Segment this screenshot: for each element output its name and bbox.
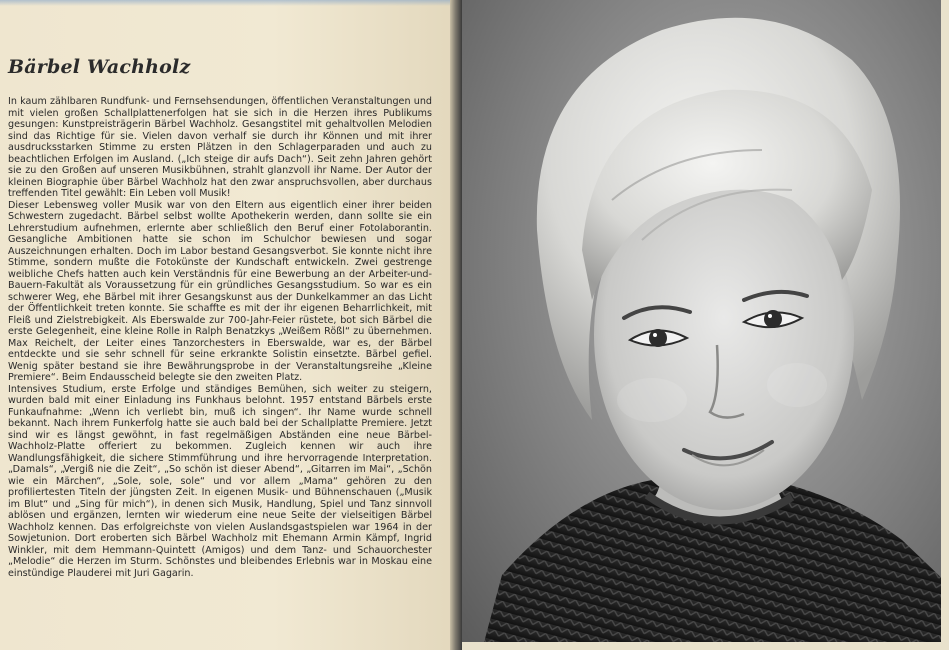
page-title: Bärbel Wachholz bbox=[8, 56, 191, 78]
right-eye bbox=[764, 310, 782, 328]
paragraph-career: Intensives Studium, erste Erfolge und ständiges Bemühen, sich weiter zu steigern, wurden bald mit einer Einladung ins Funkhaus belohnt. 1957 entstand Bärbels erste Funkaufnahme: „Wenn ich verliebt bin, muß ich singen“. Ihr Name wurde schnell bekannt. Nach ihrem Funkerfolg hatte sie auch bald bei der Schallplatte Premiere. Jetzt sind wir es längst gewöhnt, in fast regelmäßigen Abständen eine neue Bärbel-Wachholz-Platte offeriert zu bekommen. Zugleich kennen wir auch ihre Wandlungsfähigkeit, die sichere Stimmführung und ihre hervorragende Interpretation. „Damals“, „Vergiß nie die Zeit“, „So schön ist dieser Abend“, „Gitarren im Mai“, „Schön wie ein Märchen“, „Sole, sole, sole“ und vor allem „Mama“ gehören zu den profiliertesten Titeln der jüngsten Zeit. In eigenen Musik- und Bühnenschauen („Musik im Blut“ und „Sing für mich“), in denen sich Musik, Handlung, Spiel und Tanz sinnvoll ablösen und ergänzen, lernten wir wiederum eine neue Seite der vielseitigen Bärbel Wachholz kennen. Das erfolgreichste von vielen Auslandsgastspielen war 1964 in der Sowjetunion. Dort eroberten sich Bärbel Wachholz mit Ehemann Armin Kämpf, Ingrid Winkler, mit dem Hemmann-Quintett (Amigos) und dem Tanz- und Schauorchester „Melodie“ die Herzen im Sturm. Schönstes und bleibendes Erlebnis war in Moskau eine einstündige Plauderei mit Juri Gagarin. bbox=[8, 383, 432, 579]
text-page bbox=[0, 0, 456, 650]
paragraph-intro: In kaum zählbaren Rundfunk- und Fernsehsendungen, öffentlichen Veranstaltungen und mit vielen großen Schallplattenerfolgen hat sie sich in die Herzen ihres Publikums gesungen: Kunstpreisträgerin Bärbel Wachholz. Gesangstitel mit gehaltvollen Melodien sind das Richtige für sie. Vielen davon verhalf sie durch ihr Können und mit ihrer ausdrucksstarken Stimme zu ersten Plätzen in den Schlagerparaden und auch zu beachtlichen Erfolgen im Ausland. („Ich steige dir aufs Dach“). Seit zehn Jahren gehört sie zu den Großen auf unseren Musikbühnen, strahlt glanzvoll ihr Name. Der Autor der kleinen Biographie über Bärbel Wachholz hat den zwar anspruchsvollen, aber durchaus treffenden Titel gewählt: Ein Leben voll Musik! bbox=[8, 96, 432, 199]
portrait-photo bbox=[462, 0, 949, 650]
paragraph-early-life: Dieser Lebensweg voller Musik war von den Eltern aus eigentlich einer ihrer beiden Schwestern zugedacht. Bärbel selbst wollte Apothekerin werden, dann sollte sie ein Lehrerstudium aufnehmen, erlernte aber schließlich den Beruf einer Fotolaborantin. Gesangliche Ambitionen hatte sie schon im Schulchor bewiesen und sogar Auszeichnungen erhalten. Doch im Labor bestand Gesangsverbot. Sie konnte nicht ihre Stimme, sondern mußte die Fotokünste der Kundschaft entwickeln. Zwei gestrenge weibliche Chefs hatten auch kein Verständnis für eine Bewerbung an der Arbeiter-und-Bauern-Fakultät als Voraussetzung für ein gründliches Gesangsstudium. So war es ein schwerer Weg, ehe Bärbel mit ihrer Gesangskunst aus der Dunkelkammer an das Licht der Öffentlichkeit treten konnte. Sie schaffte es mit der ihr eigenen Beharrlichkeit, mit Fleiß und Zielstrebigkeit. Als Eberswalde zur 700-Jahr-Feier rüstete, bot sich Bärbel die erste Gelegenheit, eine kleine Rolle in Ralph Benatzkys „Weißem Rößl“ zu übernehmen. Max Reichelt, der Leiter eines Tanzorchesters in Eberswalde, war es, der Bärbel entdeckte und sie sehr schnell für seine erkrankte Solistin einsetzte. Bärbel gefiel. Wenig später bestand sie ihre Bewährungsprobe in der Veranstaltungsreihe „Kleine Premiere“. Beim Endausscheid belegte sie den zweiten Platz. bbox=[8, 199, 432, 383]
photo-page bbox=[462, 0, 949, 650]
page-gutter bbox=[450, 0, 462, 650]
left-eye bbox=[649, 329, 667, 347]
